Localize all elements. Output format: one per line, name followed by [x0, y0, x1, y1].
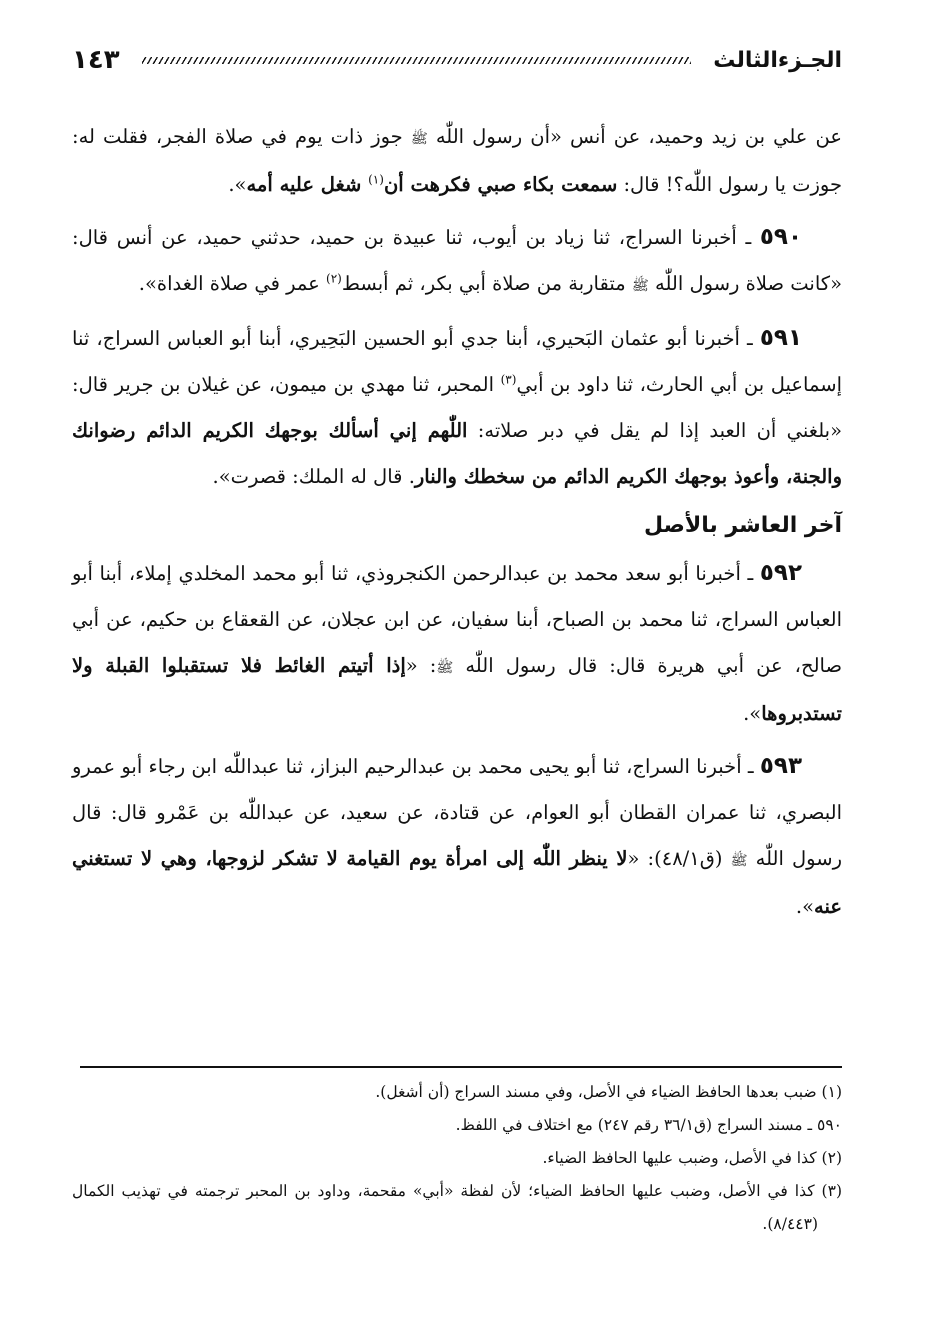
- footnote-590: ٥٩٠ ـ مسند السراج (ق٣٦/١ رقم ٢٤٧) مع اختلاف في اللفظ.: [455, 1116, 842, 1134]
- text-run: . قال له الملك: قصرت».: [212, 465, 415, 488]
- hadith-593: [72, 743, 842, 930]
- text-run: المحبر، ثنا مهدي بن ميمون، عن غيلان بن جرير قال: «بلغني أن العبد إذا لم يقل في دبر صلاته:: [72, 373, 843, 442]
- text-run: (ق٤٨/١): «: [627, 847, 731, 870]
- text-run: ».: [795, 895, 815, 918]
- hadith-text: سمعت بكاء صبي فكرهت أن: [383, 173, 618, 196]
- hadith-590: [72, 214, 842, 309]
- salutation-glyph: ﷺ: [730, 853, 748, 869]
- text-run: ».: [743, 702, 762, 725]
- text-run: عن علي بن زيد وحميد، عن أنس «أن رسول اللّٰه: [427, 125, 842, 148]
- text-run: ـ أخبرنا أبو عثمان البَحيري، أبنا جدي أبو الحسين البَحِيري، أبنا أبو العباس السراج، ثنا إسماعيل بن أبي الحارث، ثنا داود بن أبي: [72, 327, 842, 396]
- hadith-592: [72, 550, 842, 737]
- text-run: ـ أخبرنا السراج، ثنا زياد بن أيوب، ثنا عبيدة بن حميد، حدثني حميد، عن أنس قال: «كانت صلاة رسول اللّٰه: [72, 226, 842, 295]
- hadith-number: ٥٩٢: [759, 560, 802, 586]
- salutation-glyph: ﷺ: [436, 660, 454, 676]
- text-run: ـ أخبرنا السراج، ثنا أبو يحيى محمد بن عبدالرحيم البزاز، ثنا عبداللّٰه ابن رجاء أبو عمرو البصري، ثنا عمران القطان أبو العوام، عن قتادة، عن سعيد، عن عبداللّٰه بن عَمْرو قال: قال رسول اللّٰه: [72, 755, 843, 870]
- footnote-3: (٣) كذا في الأصل، وضبب عليها الحافظ الضياء؛ لأن لفظة «أبي» مقحمة، وداود بن المحبر ترجمته في تهذيب الكمال (٨/٤٤٣).: [72, 1182, 842, 1233]
- salutation-glyph: ﷺ: [631, 278, 649, 294]
- footnote-separator: [80, 1066, 842, 1068]
- book-page: [72, 40, 842, 1310]
- hadith-591: [72, 315, 842, 500]
- footnote-ref: (٣): [500, 372, 517, 387]
- hadith-number: ٥٩٠: [759, 224, 802, 250]
- footnotes: [72, 1076, 842, 1241]
- footnote-ref: (١): [368, 172, 384, 187]
- salutation-glyph: ﷺ: [410, 131, 428, 147]
- hadith-number: ٥٩٣: [759, 753, 802, 779]
- hadith-text: اللّٰهم إني أسألك بوجهك الكريم الدائم رضوانك والجنة، وأعوذ بوجهك الكريم الدائم من سخطك والنار: [72, 419, 842, 488]
- footnote-ref: (٢): [326, 271, 342, 286]
- hadith-text: شغل عليه أمه: [246, 173, 369, 196]
- page-header: [72, 40, 842, 80]
- body-text: [72, 114, 842, 930]
- footnote-1: (١) ضبب بعدها الحافظ الضياء في الأصل، وفي مسند السراج (أن أشغل).: [375, 1083, 842, 1101]
- text-run: ».: [228, 173, 247, 196]
- page-number: ١٤٣: [72, 45, 120, 75]
- paragraph-continuation: [72, 114, 842, 208]
- hadith-number: ٥٩١: [759, 325, 802, 351]
- footnote-2: (٢) كذا في الأصل، وضبب عليها الحافظ الضياء.: [542, 1149, 842, 1167]
- hadith-text: إذا أتيتم الغائط فلا تستقبلوا القبلة ولا تستدبروها: [72, 654, 842, 725]
- hadith-text: لا ينظر اللّٰه إلى امرأة يوم القيامة لا تشكر لزوجها، وهي لا تستغني عنه: [72, 847, 842, 918]
- text-run: جوز ذات يوم في صلاة الفجر، فقلت له: جوزت يا رسول اللّٰه؟! قال:: [72, 125, 842, 196]
- header-decorative-rule: [142, 57, 692, 64]
- text-run: : «: [405, 654, 437, 677]
- text-run: متقاربة من صلاة أبي بكر، ثم أبسط: [341, 272, 632, 295]
- text-run: عمر في صلاة الغداة».: [138, 272, 327, 295]
- text-run: ـ أخبرنا أبو سعد محمد بن عبدالرحمن الكنجروذي، ثنا أبو محمد المخلدي إملاء، أبنا أبو العباس السراج، ثنا محمد بن الصباح، أبنا سفيان، عن ابن عجلان، عن القعقاع بن حكيم، عن أبي صالح، عن أبي هريرة قال: قال رسول اللّٰه: [72, 562, 843, 677]
- running-title: الجـزءالثالث: [713, 47, 842, 73]
- section-heading: آخر العاشر بالأصل: [644, 513, 842, 538]
